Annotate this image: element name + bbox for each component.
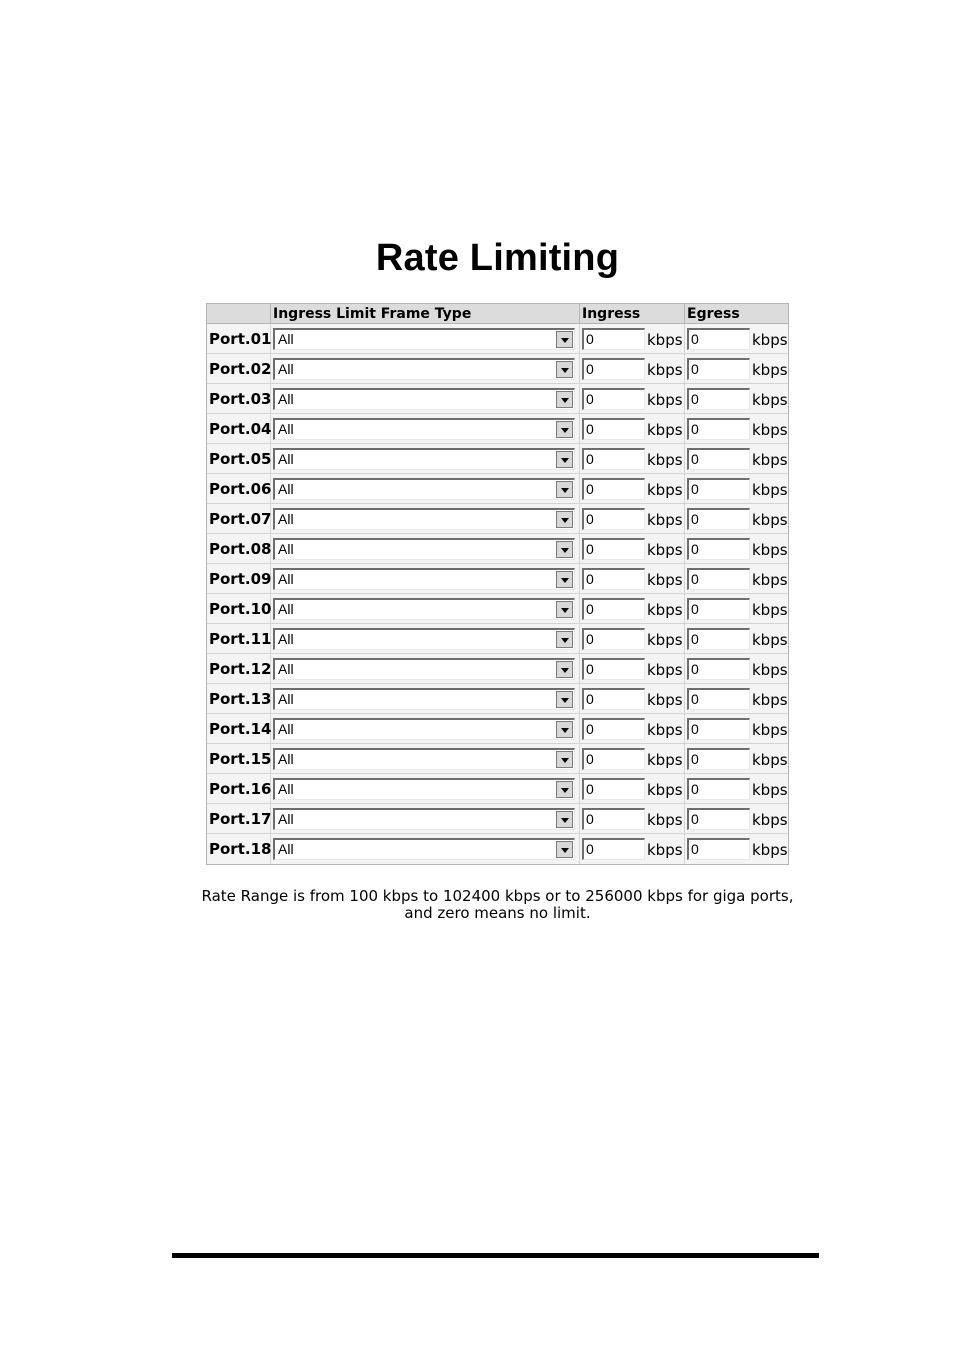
- ingress-cell: [580, 444, 685, 473]
- table-row: [207, 504, 788, 534]
- chevron-down-icon[interactable]: [556, 451, 573, 468]
- port-label: Port.17: [209, 809, 272, 828]
- egress-unit: kbps: [752, 420, 788, 439]
- frame-type-select[interactable]: [273, 358, 575, 380]
- table-row: [207, 564, 788, 594]
- frame-type-value: All: [278, 510, 294, 527]
- ingress-cell: [580, 354, 685, 383]
- ingress-rate-input[interactable]: 0: [582, 628, 645, 650]
- table-row: [207, 444, 788, 474]
- port-cell: [207, 474, 271, 503]
- frame-type-select[interactable]: [273, 418, 575, 440]
- frame-type-value: All: [278, 690, 294, 707]
- ingress-cell: [580, 414, 685, 443]
- ingress-unit: kbps: [647, 720, 683, 739]
- ingress-rate-input[interactable]: 0: [582, 328, 645, 350]
- chevron-down-icon[interactable]: [556, 811, 573, 828]
- port-label: Port.10: [209, 599, 272, 618]
- port-label: Port.09: [209, 569, 272, 588]
- chevron-down-icon[interactable]: [556, 481, 573, 498]
- port-label: Port.01: [209, 329, 272, 348]
- frame-type-select[interactable]: [273, 388, 575, 410]
- port-cell: [207, 744, 271, 773]
- table-row: [207, 624, 788, 654]
- egress-unit: kbps: [752, 690, 788, 709]
- ingress-rate-input[interactable]: 0: [582, 778, 645, 800]
- frame-type-select[interactable]: [273, 478, 575, 500]
- egress-cell: [685, 354, 788, 383]
- ingress-unit: kbps: [647, 330, 683, 349]
- note-line-1: Rate Range is from 100 kbps to 102400 kbps or to 256000 kbps for giga ports,: [201, 887, 794, 905]
- frame-type-value: All: [278, 450, 294, 467]
- ingress-cell: [580, 714, 685, 743]
- frame-type-value: All: [278, 570, 294, 587]
- egress-unit: kbps: [752, 630, 788, 649]
- page-title: Rate Limiting: [375, 237, 620, 279]
- egress-unit: kbps: [752, 600, 788, 619]
- frame-type-select[interactable]: [273, 448, 575, 470]
- egress-unit: kbps: [752, 660, 788, 679]
- frame-type-cell: [271, 624, 580, 653]
- ingress-unit: kbps: [647, 780, 683, 799]
- egress-cell: [685, 474, 788, 503]
- table-header: [207, 304, 788, 324]
- frame-type-select[interactable]: [273, 688, 575, 710]
- port-label: Port.08: [209, 539, 272, 558]
- egress-rate-input[interactable]: 0: [687, 418, 750, 440]
- frame-type-select[interactable]: [273, 838, 575, 860]
- egress-unit: kbps: [752, 720, 788, 739]
- egress-cell: [685, 684, 788, 713]
- chevron-down-icon[interactable]: [556, 631, 573, 648]
- ingress-rate-input[interactable]: 0: [582, 538, 645, 560]
- frame-type-select[interactable]: [273, 538, 575, 560]
- table-row: [207, 834, 788, 864]
- rate-limiting-table: [206, 303, 789, 865]
- egress-unit: kbps: [752, 810, 788, 829]
- port-cell: [207, 444, 271, 473]
- port-cell: [207, 804, 271, 833]
- egress-cell: [685, 414, 788, 443]
- frame-type-value: All: [278, 480, 294, 497]
- chevron-down-icon[interactable]: [556, 541, 573, 558]
- frame-type-value: All: [278, 660, 294, 677]
- frame-type-cell: [271, 804, 580, 833]
- ingress-rate-input[interactable]: 0: [582, 598, 645, 620]
- chevron-down-icon[interactable]: [556, 691, 573, 708]
- table-row: [207, 354, 788, 384]
- ingress-rate-input[interactable]: 0: [582, 568, 645, 590]
- frame-type-value: All: [278, 630, 294, 647]
- egress-rate-input[interactable]: 0: [687, 388, 750, 410]
- egress-unit: kbps: [752, 510, 788, 529]
- table-row: [207, 534, 788, 564]
- ingress-unit: kbps: [647, 450, 683, 469]
- frame-type-cell: [271, 534, 580, 563]
- chevron-down-icon[interactable]: [556, 361, 573, 378]
- ingress-unit: kbps: [647, 570, 683, 589]
- frame-type-cell: [271, 474, 580, 503]
- frame-type-select[interactable]: [273, 508, 575, 530]
- port-cell: [207, 324, 271, 353]
- chevron-down-icon[interactable]: [556, 391, 573, 408]
- ingress-unit: kbps: [647, 360, 683, 379]
- frame-type-select[interactable]: [273, 598, 575, 620]
- frame-type-value: All: [278, 780, 294, 797]
- ingress-unit: kbps: [647, 600, 683, 619]
- egress-rate-input[interactable]: 0: [687, 658, 750, 680]
- egress-rate-input[interactable]: 0: [687, 628, 750, 650]
- frame-type-cell: [271, 354, 580, 383]
- table-row: [207, 414, 788, 444]
- egress-unit: kbps: [752, 390, 788, 409]
- chevron-down-icon[interactable]: [556, 601, 573, 618]
- frame-type-cell: [271, 444, 580, 473]
- ingress-cell: [580, 804, 685, 833]
- port-cell: [207, 774, 271, 803]
- frame-type-value: All: [278, 841, 294, 857]
- ingress-rate-input[interactable]: 0: [582, 688, 645, 710]
- frame-type-cell: [271, 744, 580, 773]
- egress-cell: [685, 594, 788, 623]
- ingress-cell: [580, 624, 685, 653]
- egress-cell: [685, 654, 788, 683]
- egress-unit: kbps: [752, 841, 788, 859]
- egress-unit: kbps: [752, 780, 788, 799]
- egress-rate-input[interactable]: 0: [687, 748, 750, 770]
- ingress-unit: kbps: [647, 510, 683, 529]
- egress-rate-input[interactable]: 0: [687, 538, 750, 560]
- egress-cell: [685, 714, 788, 743]
- ingress-rate-input[interactable]: 0: [582, 838, 645, 860]
- port-cell: [207, 534, 271, 563]
- frame-type-value: All: [278, 420, 294, 437]
- port-label: Port.02: [209, 359, 272, 378]
- ingress-rate-input[interactable]: 0: [582, 748, 645, 770]
- ingress-unit: kbps: [647, 480, 683, 499]
- ingress-cell: [580, 684, 685, 713]
- frame-type-cell: [271, 324, 580, 353]
- chevron-down-icon[interactable]: [556, 751, 573, 768]
- egress-rate-input[interactable]: 0: [687, 568, 750, 590]
- ingress-rate-input[interactable]: 0: [582, 418, 645, 440]
- egress-rate-input[interactable]: 0: [687, 478, 750, 500]
- ingress-unit: kbps: [647, 660, 683, 679]
- egress-cell: [685, 384, 788, 413]
- port-label: Port.11: [209, 629, 272, 648]
- port-label: Port.06: [209, 479, 272, 498]
- chevron-down-icon[interactable]: [556, 571, 573, 588]
- header-port: [207, 304, 271, 323]
- ingress-rate-input[interactable]: 0: [582, 718, 645, 740]
- ingress-cell: [580, 384, 685, 413]
- table-row: [207, 684, 788, 714]
- egress-rate-input[interactable]: 0: [687, 688, 750, 710]
- frame-type-select[interactable]: [273, 748, 575, 770]
- ingress-unit: kbps: [647, 540, 683, 559]
- frame-type-cell: [271, 594, 580, 623]
- ingress-cell: [580, 774, 685, 803]
- egress-unit: kbps: [752, 450, 788, 469]
- header-frame-type: Ingress Limit Frame Type: [271, 304, 580, 323]
- frame-type-cell: [271, 834, 580, 864]
- port-label: Port.07: [209, 509, 272, 528]
- footer-divider: [172, 1253, 819, 1258]
- frame-type-cell: [271, 654, 580, 683]
- frame-type-cell: [271, 684, 580, 713]
- table-row: [207, 744, 788, 774]
- ingress-cell: [580, 504, 685, 533]
- frame-type-cell: [271, 504, 580, 533]
- frame-type-select[interactable]: [273, 718, 575, 740]
- egress-cell: [685, 564, 788, 593]
- frame-type-value: All: [278, 540, 294, 557]
- frame-type-select[interactable]: [273, 628, 575, 650]
- ingress-unit: kbps: [647, 390, 683, 409]
- port-cell: [207, 564, 271, 593]
- egress-cell: [685, 804, 788, 833]
- ingress-rate-input[interactable]: 0: [582, 658, 645, 680]
- port-label: Port.03: [209, 389, 272, 408]
- header-ingress: Ingress: [580, 304, 685, 323]
- ingress-rate-input[interactable]: 0: [582, 808, 645, 830]
- egress-cell: [685, 624, 788, 653]
- ingress-cell: [580, 744, 685, 773]
- ingress-cell: [580, 564, 685, 593]
- ingress-unit: kbps: [647, 630, 683, 649]
- egress-cell: [685, 834, 788, 864]
- ingress-unit: kbps: [647, 810, 683, 829]
- frame-type-select[interactable]: [273, 568, 575, 590]
- frame-type-value: All: [278, 360, 294, 377]
- egress-cell: [685, 744, 788, 773]
- ingress-cell: [580, 474, 685, 503]
- ingress-cell: [580, 834, 685, 864]
- frame-type-cell: [271, 774, 580, 803]
- ingress-rate-input[interactable]: 0: [582, 448, 645, 470]
- ingress-cell: [580, 594, 685, 623]
- egress-cell: [685, 774, 788, 803]
- ingress-cell: [580, 534, 685, 563]
- frame-type-cell: [271, 414, 580, 443]
- port-label: Port.18: [209, 840, 272, 858]
- chevron-down-icon[interactable]: [556, 721, 573, 738]
- note-line-2: and zero means no limit.: [404, 904, 591, 922]
- egress-unit: kbps: [752, 360, 788, 379]
- ingress-unit: kbps: [647, 841, 683, 859]
- port-label: Port.13: [209, 689, 272, 708]
- port-cell: [207, 834, 271, 864]
- chevron-down-icon[interactable]: [556, 511, 573, 528]
- port-cell: [207, 714, 271, 743]
- port-label: Port.12: [209, 659, 272, 678]
- ingress-unit: kbps: [647, 690, 683, 709]
- ingress-rate-input[interactable]: 0: [582, 388, 645, 410]
- egress-unit: kbps: [752, 480, 788, 499]
- port-cell: [207, 414, 271, 443]
- port-label: Port.15: [209, 749, 272, 768]
- table-row: [207, 804, 788, 834]
- egress-rate-input[interactable]: 0: [687, 598, 750, 620]
- port-label: Port.05: [209, 449, 272, 468]
- egress-unit: kbps: [752, 570, 788, 589]
- port-cell: [207, 684, 271, 713]
- frame-type-value: All: [278, 600, 294, 617]
- egress-rate-input[interactable]: 0: [687, 808, 750, 830]
- port-cell: [207, 654, 271, 683]
- egress-rate-input[interactable]: 0: [687, 448, 750, 470]
- table-row: [207, 594, 788, 624]
- egress-rate-input[interactable]: 0: [687, 718, 750, 740]
- egress-cell: [685, 444, 788, 473]
- frame-type-value: All: [278, 720, 294, 737]
- egress-unit: kbps: [752, 330, 788, 349]
- table-row: [207, 654, 788, 684]
- chevron-down-icon[interactable]: [556, 331, 573, 348]
- egress-cell: [685, 534, 788, 563]
- port-label: Port.04: [209, 419, 272, 438]
- chevron-down-icon[interactable]: [556, 421, 573, 438]
- port-cell: [207, 354, 271, 383]
- frame-type-value: All: [278, 390, 294, 407]
- ingress-cell: [580, 324, 685, 353]
- egress-rate-input[interactable]: 0: [687, 358, 750, 380]
- egress-unit: kbps: [752, 750, 788, 769]
- ingress-rate-input[interactable]: 0: [582, 478, 645, 500]
- table-row: [207, 384, 788, 414]
- egress-rate-input[interactable]: 0: [687, 508, 750, 530]
- egress-unit: kbps: [752, 540, 788, 559]
- port-cell: [207, 624, 271, 653]
- ingress-rate-input[interactable]: 0: [582, 508, 645, 530]
- table-row: [207, 714, 788, 744]
- table-row: [207, 774, 788, 804]
- port-cell: [207, 504, 271, 533]
- chevron-down-icon[interactable]: [556, 661, 573, 678]
- egress-rate-input[interactable]: 0: [687, 838, 750, 860]
- port-label: Port.14: [209, 719, 272, 738]
- table-row: [207, 324, 788, 354]
- ingress-unit: kbps: [647, 750, 683, 769]
- egress-rate-input[interactable]: 0: [687, 328, 750, 350]
- chevron-down-icon[interactable]: [556, 781, 573, 798]
- frame-type-value: All: [278, 750, 294, 767]
- port-cell: [207, 384, 271, 413]
- ingress-rate-input[interactable]: 0: [582, 358, 645, 380]
- header-egress: Egress: [687, 306, 740, 322]
- frame-type-select[interactable]: [273, 658, 575, 680]
- ingress-unit: kbps: [647, 420, 683, 439]
- frame-type-cell: [271, 384, 580, 413]
- table-body: [207, 324, 788, 864]
- frame-type-cell: [271, 564, 580, 593]
- chevron-down-icon[interactable]: [556, 841, 573, 858]
- port-cell: [207, 594, 271, 623]
- frame-type-value: All: [278, 810, 294, 827]
- frame-type-value: All: [278, 330, 294, 347]
- frame-type-select[interactable]: [273, 328, 575, 350]
- frame-type-select[interactable]: [273, 778, 575, 800]
- frame-type-cell: [271, 714, 580, 743]
- rate-range-note: [100, 888, 895, 922]
- table-row: [207, 474, 788, 504]
- egress-rate-input[interactable]: 0: [687, 778, 750, 800]
- ingress-cell: [580, 654, 685, 683]
- frame-type-select[interactable]: [273, 808, 575, 830]
- egress-cell: [685, 504, 788, 533]
- port-label: Port.16: [209, 779, 272, 798]
- egress-cell: [685, 324, 788, 353]
